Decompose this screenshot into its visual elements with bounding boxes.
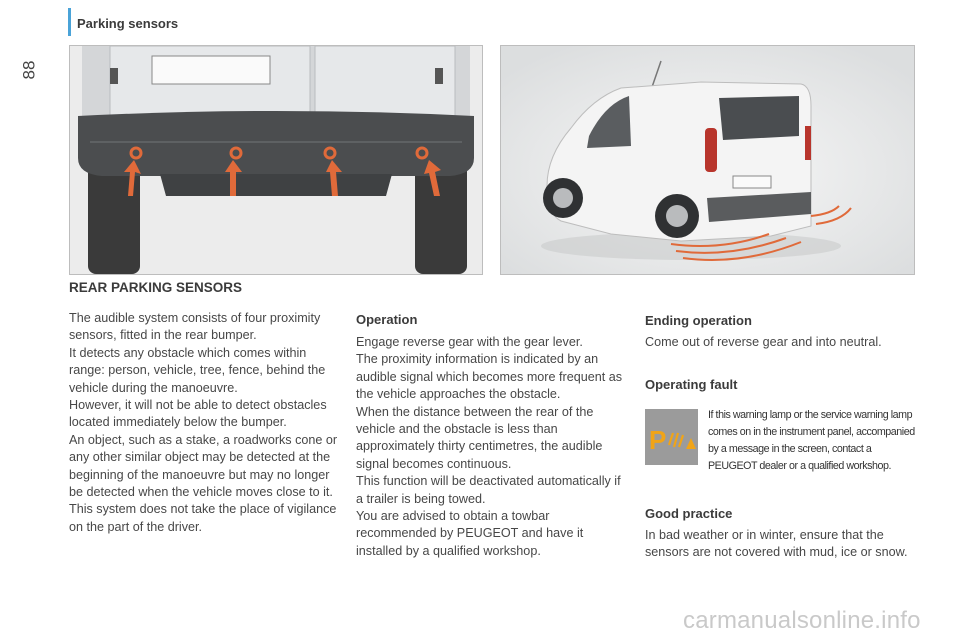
operation-title: Operation (356, 312, 418, 327)
svg-text:P: P (649, 425, 667, 455)
operation-paragraph: When the distance between the rear of the vehicle and the obstacle is less than approximately thirty centimetres, the audible signal becomes continuous. (356, 404, 603, 471)
intro-paragraph: The audible system consists of four proximity sensors, fitted in the rear bumper. (69, 311, 321, 343)
operation-paragraph: Engage reverse gear with the gear lever. (356, 335, 583, 349)
header-title: Parking sensors (77, 16, 179, 31)
van-rear-illustration (500, 45, 915, 275)
ending-operation-text: Come out of reverse gear and into neutral. (645, 335, 882, 349)
section-title: REAR PARKING SENSORS (69, 280, 243, 295)
rear-bumper-illustration (69, 45, 483, 275)
intro-column (69, 310, 341, 536)
parking-sensor-warning-icon (645, 409, 698, 465)
intro-paragraph: However, it will not be able to detect obstacles located immediately below the bumper. (69, 398, 327, 430)
operation-paragraph: This function will be deactivated automatically if a trailer is being towed. (356, 474, 621, 506)
watermark: carmanualsonline.info (683, 607, 921, 634)
ending-operation-title: Ending operation (645, 313, 752, 328)
operation-column (356, 334, 631, 560)
good-practice-title: Good practice (645, 506, 733, 521)
header-accent-bar (68, 8, 71, 36)
intro-paragraph: It detects any obstacle which comes within range: person, vehicle, tree, fence, behind the vehicle during the manoeuvre. (69, 345, 326, 395)
operation-paragraph: The proximity information is indicated by an audible signal which becomes more frequent as the vehicle approaches the obstacle. (356, 352, 623, 402)
intro-paragraph: This system does not take the place of vigilance on the part of the driver. (69, 502, 337, 534)
operation-paragraph: You are advised to obtain a towbar recommended by PEUGEOT and have it installed by a qualified workshop. (356, 509, 584, 558)
intro-paragraph: An object, such as a stake, a roadworks cone or any other similar object may be detected at the beginning of the manoeuvre but may no longer be detected when the vehicle moves close to it. (69, 432, 338, 500)
good-practice-text: In bad weather or in winter, ensure that the sensors are not covered with mud, ice or snow. (645, 528, 908, 560)
page-number: 88 (19, 60, 39, 80)
operating-fault-text: If this warning lamp or the service warning lamp comes on in the instrument panel, accompanied by a message in the screen, contact a PEUGEOT dealer or a qualified workshop. (708, 409, 915, 472)
operating-fault-title: Operating fault (645, 377, 738, 392)
